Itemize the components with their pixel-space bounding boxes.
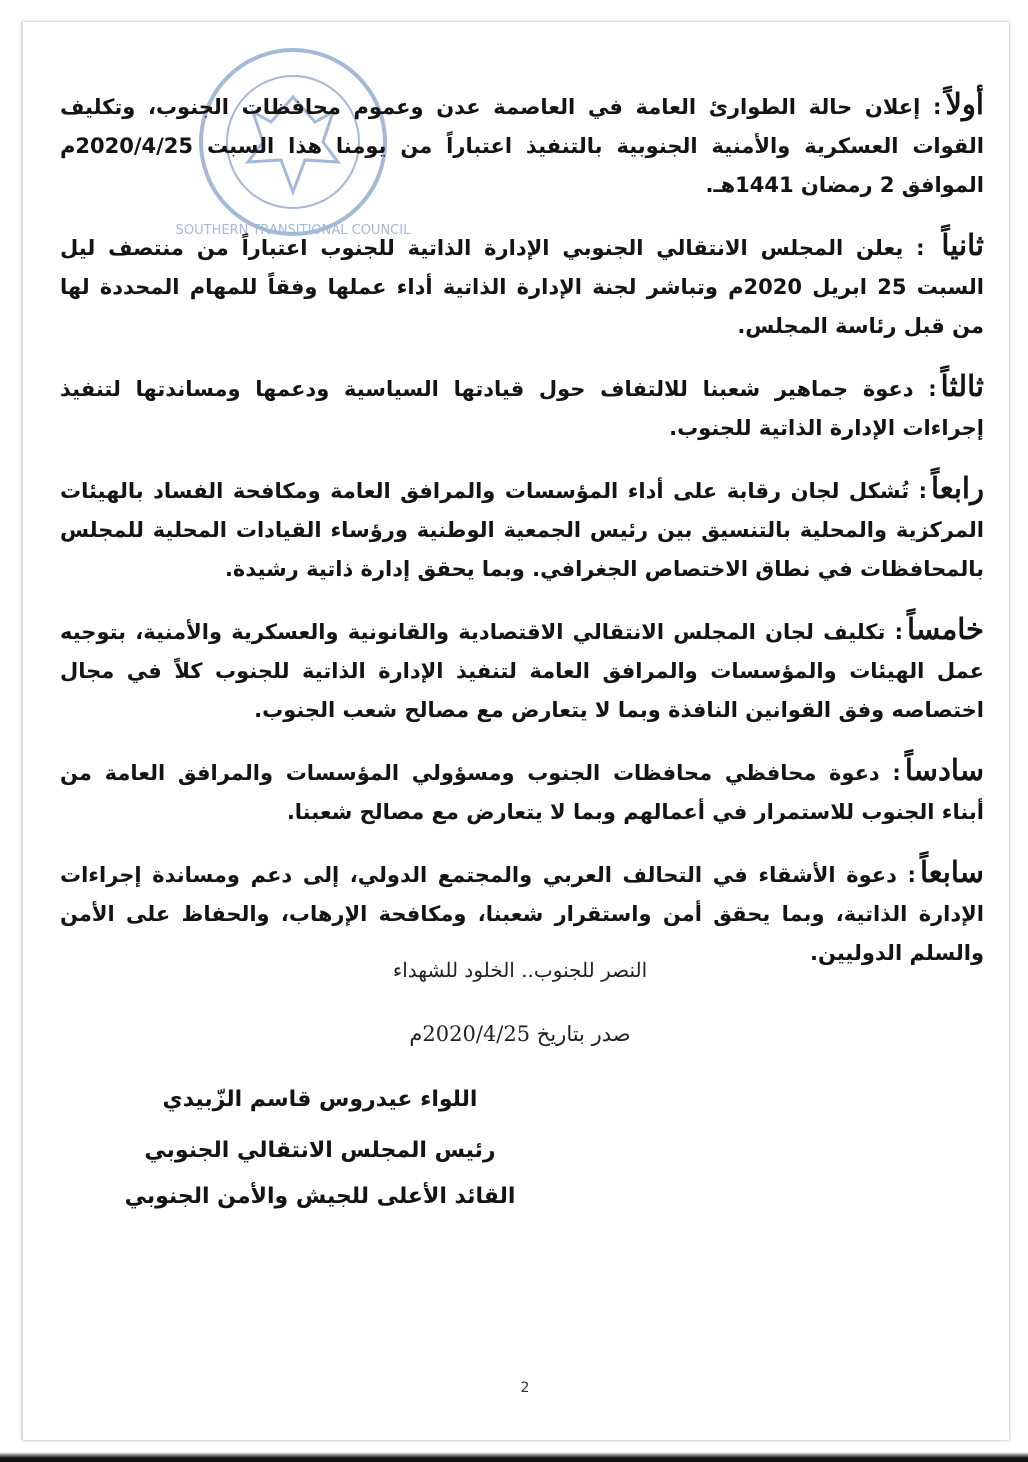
page-number: 2 <box>520 1380 530 1396</box>
item-lead: رابعاً <box>931 471 984 505</box>
svg-text:SOUTHERN TRANSITIONAL COUNCIL: SOUTHERN TRANSITIONAL COUNCIL <box>175 223 411 238</box>
item-text: : إعلان حالة الطوارئ العامة في العاصمة عدن وعموم محافظات الجنوب، وتكليف القوات العسكرية والأمنية الجنوبية بالتنفيذ اعتباراً من يومنا هذا السبت 2020/4/25م الموافق 2 رمضان 1441هـ. <box>60 95 984 197</box>
decree-item-7 <box>60 853 984 973</box>
photo-bottom-edge <box>0 1452 1028 1462</box>
item-lead: ثانياً <box>941 228 984 262</box>
decree-item-3 <box>60 367 984 448</box>
signatory-name: اللواء عيدروس قاسم الزّبيدي <box>162 1087 478 1112</box>
decree-item-2 <box>60 226 984 346</box>
item-lead: خامساً <box>906 612 984 646</box>
decree-item-6 <box>60 751 984 832</box>
item-text: : دعوة محافظي محافظات الجنوب ومسؤولي المؤسسات والمرافق العامة من أبناء الجنوب للاستمرار في أعمالهم وبما لا يتعارض مع مصالح شعبنا. <box>60 761 984 824</box>
signatory-title-secondary: القائد الأعلى للجيش والأمن الجنوبي <box>124 1184 516 1209</box>
item-lead: أولاً <box>945 87 984 121</box>
decree-item-4 <box>60 469 984 589</box>
item-text: : تُشكل لجان رقابة على أداء المؤسسات والمرافق العامة ومكافحة الفساد بالهيئات المركزية والمحلية بالتنسيق بين رئيس الجمعية الوطنية ورؤساء القيادات المحلية للمجلس بالمحافظات في نطاق الاختصاص الجغرافي. وبما يحقق إدارة ذاتية رشيدة. <box>60 479 984 581</box>
item-text: : دعوة الأشقاء في التحالف العربي والمجتمع الدولي، إلى دعم ومساندة إجراءات الإدارة الذاتية، وبما يحقق أمن واستقرار شعبنا، ومكافحة الإرهاب، والحفاظ على الأمن والسلم الدوليين. <box>60 863 984 965</box>
item-text: : تكليف لجان المجلس الانتقالي الاقتصادية والقانونية والعسكرية والأمنية، بتوجيه عمل الهيئات والمؤسسات والمرافق العامة لتنفيذ الإدارة الذاتية للجنوب كلاً في مجال اختصاصه وفق القوانين النافذة وبما لا يتعارض مع مصالح شعب الجنوب. <box>60 620 984 722</box>
item-text: : دعوة جماهير شعبنا للالتفاف حول قيادتها السياسية ودعمها ومساندتها لتنفيذ إجراءات الإدارة الذاتية للجنوب. <box>60 377 984 440</box>
closing-slogan: النصر للجنوب.. الخلود للشهداء <box>392 958 648 982</box>
item-text: : يعلن المجلس الانتقالي الجنوبي الإدارة الذاتية للجنوب اعتباراً من منتصف ليل السبت 25 ابريل 2020م وتباشر لجنة الإدارة الذاتية أداء عملها وفقاً للمهام المحددة لها من قبل رئاسة المجلس. <box>60 236 984 338</box>
issue-date: صدر بتاريخ 2020/4/25م <box>409 1022 631 1046</box>
decree-item-1 <box>60 85 984 205</box>
item-lead: سادساً <box>904 753 984 787</box>
item-lead: سابعاً <box>919 855 984 889</box>
item-lead: ثالثاً <box>940 369 984 403</box>
decree-items <box>60 64 984 985</box>
decree-item-5 <box>60 610 984 730</box>
signatory-title: رئيس المجلس الانتقالي الجنوبي <box>144 1138 496 1163</box>
